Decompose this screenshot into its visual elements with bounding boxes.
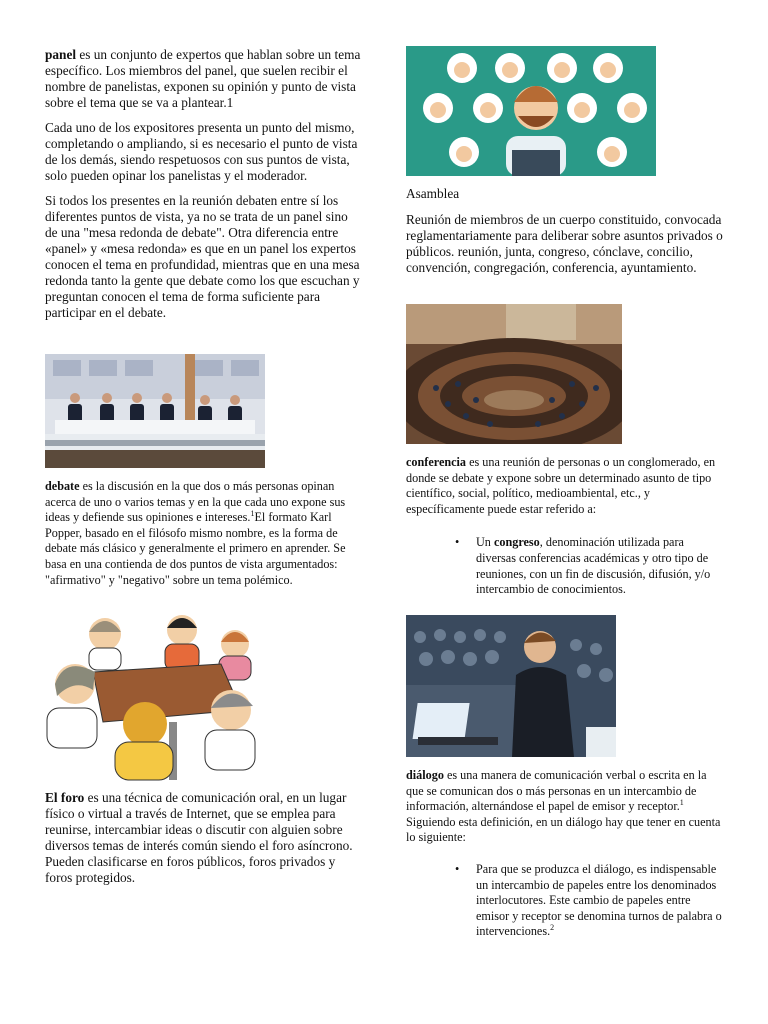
foro-section xyxy=(45,790,363,886)
conferencia-section xyxy=(406,455,726,598)
bullet-icon: • xyxy=(455,535,460,550)
conferencia-paragraph: conferencia es una reunión de personas o un conglomerado, en donde se debate y expone sobre un determinado asunto de tipo científico, social, político, medioambiental, etc., y específicamente puede estar referido a: xyxy=(406,455,716,516)
panel-term: panel xyxy=(45,47,77,62)
parliament-photo xyxy=(406,304,622,444)
debate-paragraph: debate es la discusión en la que dos o más personas opinan acerca de uno o varios temas y en la que cada uno expone sus ideas y defiende sus opiniones e intereses.$^1$El formato Karl Popper, basado en el filósofo mismo nombre, es la forma de debate más clásico y generalmente el primero en aprender. Se basa en una contienda de dos puntos de vista argumentados: "afirmativo" y "negativo" sobre un tema polémico. xyxy=(45,479,346,587)
dialogo-list xyxy=(406,862,726,940)
asamblea-network-illustration xyxy=(406,46,656,176)
asamblea-section xyxy=(406,186,726,276)
debate-term: debate xyxy=(45,479,80,493)
conferencia-list xyxy=(406,535,726,597)
asamblea-paragraph: Reunión de miembros de un cuerpo constituido, convocada reglamentariamente para deliberar sobre asuntos privados o públicos. reunión, junta, congreso, cónclave, concilio, convención, congregación, conferencia, ayuntamiento. xyxy=(406,212,723,275)
panel-paragraph-3: Si todos los presentes en la reunión debaten entre sí los diferentes puntos de vista, ya no se trata de un panel sino de una "mesa redonda de debate". Otra diferencia entre «panel» y «mesa redonda» es que en un panel los expertos conocen el tema en profundidad, mientras que en una mesa redonda tanto la gente que debate como los que escuchan y preguntan conocen el tema de forma suficiente para participar en el debate. xyxy=(45,193,360,320)
list-item: • Un congreso, denominación utilizada para diversas conferencias académicas y otro tipo de reuniones, con un fin de discusión, difusión, y/o intercambio de conocimientos. xyxy=(455,535,711,597)
dialogo-paragraph: diálogo es una manera de comunicación verbal o escrita en la que se comunican dos o más personas en un intercambio de información, alternándose el papel de emisor y receptor.$^1$ Siguiendo esta definición, en un diálogo hay que tener en cuenta lo siguiente: xyxy=(406,768,721,845)
dialogo-section xyxy=(406,768,726,940)
asamblea-caption: Asamblea xyxy=(406,186,460,201)
panel-section xyxy=(45,47,363,321)
round-table-illustration xyxy=(45,614,267,782)
conferencia-term: conferencia xyxy=(406,455,467,469)
panel-paragraph-2: Cada uno de los expositores presenta un punto del mismo, completando o ampliando, si es necesario el punto de vista de los demás, siendo respetuosos con sus puntos de vista, solo pueden opinar los panelistas y el moderador. xyxy=(45,120,358,183)
panel-paragraph-1: panel es un conjunto de expertos que hablan sobre un tema específico. Los miembros del panel, que suelen recibir el nombre de panelistas, exponen su opinión y punto de vista sobre el tema que se va a plantear.1 xyxy=(45,47,361,110)
list-item: • Para que se produzca el diálogo, es indispensable un intercambio de papeles entre los denominados interlocutores. Este cambio de papeles entre emisor y receptor se denomina turnos de palabra o intervenciones.$^2$ xyxy=(455,861,722,939)
bullet-icon: • xyxy=(455,861,460,876)
panel-photo xyxy=(45,354,265,468)
debate-section xyxy=(45,479,363,588)
foro-paragraph: El foro es una técnica de comunicación oral, en un lugar físico o virtual a través de Internet, que se emplea para reunirse, intercambiar ideas o discutir con alguien sobre diversos temas de interés común siendo el foro asíncrono. Pueden clasificarse en foros públicos, foros privados y foros protegidos. xyxy=(45,790,353,885)
dialogo-term: diálogo xyxy=(406,768,444,782)
congress-speaker-photo xyxy=(406,615,616,757)
foro-term: El foro xyxy=(45,790,85,805)
